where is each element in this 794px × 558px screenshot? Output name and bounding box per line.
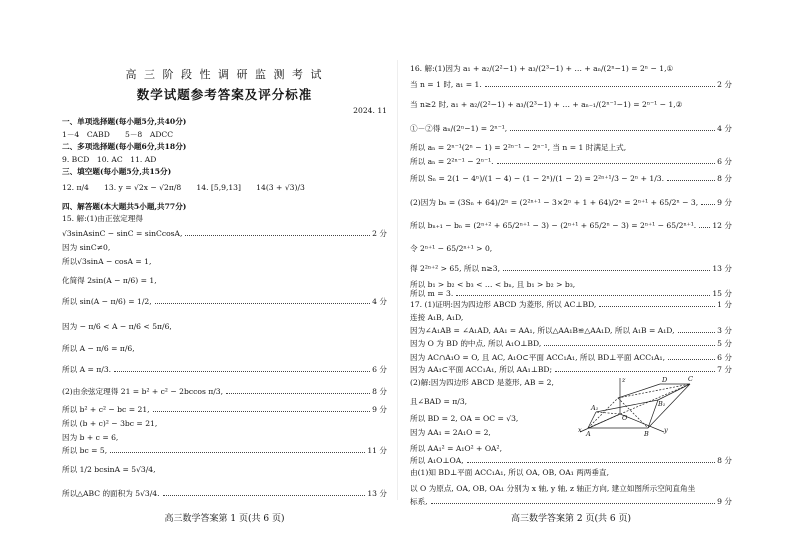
line-text: 所以 1/2 bcsinA = 5√3/4, — [62, 465, 156, 474]
right-answer-line — [410, 339, 732, 349]
dot-leader — [510, 130, 715, 131]
line-text: ①－②得 aₙ/(2ⁿ−1) = 2ⁿ⁻¹, — [410, 124, 508, 133]
line-text: 所以 sin(A − π/6) = 1/2, — [62, 297, 152, 306]
dot-leader — [485, 86, 715, 87]
score-mark: 12 分 — [712, 221, 732, 230]
score-mark: 8 分 — [717, 174, 732, 183]
figure-label: z — [622, 376, 626, 384]
line-text: 所以 AA₁² = A₁O² + OA², — [410, 444, 503, 453]
line-text: 以 O 为原点, OA, OB, OA₁ 分别为 x 轴, y 轴, z 轴正方向, 建立如图所示空间直角坐 — [410, 484, 696, 493]
line-text: 所以 Sₙ = 2(1 − 4ⁿ)/(1 − 4) − (1 − 2ⁿ)/(1 − 2) = 2²ⁿ⁺¹/3 − 2ⁿ + 1/3. — [410, 174, 665, 183]
figure-label: O — [622, 414, 628, 422]
dot-leader — [701, 204, 715, 205]
dot-leader — [544, 345, 715, 346]
right-answer-line — [410, 174, 732, 184]
left-answer-line — [62, 167, 387, 177]
left-answer-line — [62, 117, 387, 127]
right-answer-line — [410, 326, 732, 336]
dot-leader — [153, 411, 371, 412]
line-text: 一、单项选择题(每小题5分,共40分) — [62, 117, 187, 126]
score-mark: 1 分 — [717, 300, 732, 309]
line-text: 标系, — [410, 497, 428, 506]
left-answer-line — [62, 155, 387, 165]
score-mark: 5 分 — [717, 339, 732, 348]
left-answer-line — [62, 229, 387, 239]
line-text: 因为 AC∩A₁O = O, 且 AC, A₁O⊂平面 ACC₁A₁, 所以 BD⊥平面 ACC₁A₁, — [410, 353, 665, 362]
score-mark: 15 分 — [712, 289, 732, 298]
line-text: (2)由余弦定理得 21 = b² + c² − 2bccos π/3, — [62, 387, 224, 396]
figure-label: B₁ — [658, 400, 666, 408]
figure-label: x — [578, 426, 582, 434]
right-page-footer: 高三数学答案第 2 页(共 6 页) — [511, 514, 631, 524]
right-answer-line — [410, 353, 732, 363]
score-mark: 13 分 — [712, 264, 732, 273]
score-mark: 6 分 — [372, 365, 387, 374]
right-answer-line — [410, 221, 732, 231]
score-mark: 9 分 — [717, 198, 732, 207]
left-answer-line — [62, 419, 387, 429]
line-text: 所以 aₙ = 2²ⁿ⁻¹ − 2ⁿ⁻¹. — [410, 157, 494, 166]
score-mark: 13 分 — [367, 489, 387, 498]
exam-title: 高 三 阶 段 性 调 研 监 测 考 试 — [125, 68, 324, 81]
left-answer-line — [62, 142, 387, 152]
dot-leader — [431, 503, 716, 504]
line-text: 得 2²ⁿ⁺² > 65, 所以 n≥3, — [410, 264, 501, 273]
left-answer-line — [62, 202, 387, 212]
score-mark: 2 分 — [372, 229, 387, 238]
figure-label: D — [662, 376, 668, 384]
left-answer-line — [62, 243, 387, 253]
right-answer-line — [410, 244, 732, 254]
dot-leader — [456, 295, 710, 296]
line-text: 所以 A₁O⊥OA, — [410, 456, 464, 465]
score-mark: 6 分 — [717, 157, 732, 166]
line-text: 16. 解:(1)因为 a₁ + a₂/(2²−1) + a₃/(2³−1) + … + aₙ/(2ⁿ−1) = 2ⁿ − 1,① — [410, 64, 674, 73]
line-text: 当 n≥2 时, a₁ + a₂/(2²−1) + a₃/(2³−1) + … + aₙ₋₁/(2ⁿ⁻¹−1) = 2ⁿ⁻¹ − 1,② — [410, 100, 683, 109]
line-text: 化简得 2sin(A − π/6) = 1, — [62, 276, 157, 285]
line-text: 所以√3sinA − cosA = 1, — [62, 257, 152, 266]
left-answer-line — [62, 183, 387, 193]
line-text: 因为 O 为 BD 的中点, 所以 A₁O⊥BD, — [410, 339, 542, 348]
line-text: 9. BCD 10. AC 11. AD — [62, 155, 157, 164]
line-text: √3sinAsinC − sinC = sinCcosA, — [62, 229, 183, 238]
dot-leader — [226, 393, 370, 394]
right-answer-line — [410, 484, 732, 494]
right-answer-line — [410, 444, 732, 454]
score-mark: 8 分 — [717, 456, 732, 465]
dot-leader — [699, 227, 710, 228]
left-answer-line — [62, 365, 387, 375]
left-answer-line — [62, 387, 387, 397]
exam-date: 2024. 11 — [353, 106, 387, 115]
left-answer-line — [62, 344, 387, 354]
dot-leader — [668, 359, 715, 360]
line-text: 二、多项选择题(每小题6分,共18分) — [62, 142, 187, 151]
right-answer-line — [410, 80, 732, 90]
right-answer-line — [410, 456, 732, 466]
line-text: 所以 aₙ = 2ⁿ⁻¹(2ⁿ − 1) = 2²ⁿ⁻¹ − 2ⁿ⁻¹, 当 n = 1 时满足上式, — [410, 143, 627, 152]
left-page-footer: 高三数学答案第 1 页(共 6 页) — [164, 514, 285, 524]
right-answer-line — [410, 264, 732, 274]
line-text: 因为 b + c = 6, — [62, 433, 119, 442]
dot-leader — [497, 163, 716, 164]
score-mark: 4 分 — [717, 124, 732, 133]
right-answer-line — [410, 378, 732, 388]
right-answer-line — [410, 414, 732, 424]
figure-label: A₁ — [591, 404, 599, 412]
left-answer-line — [62, 446, 387, 456]
dot-leader — [667, 180, 715, 181]
right-answer-line — [410, 100, 732, 110]
line-text: 因为 AA₁ = 2A₁O = 2, — [410, 428, 491, 437]
score-mark: 4 分 — [372, 297, 387, 306]
line-text: 17. (1)证明:因为四边形 ABCD 为菱形, 所以 AC⊥BD, — [410, 300, 597, 309]
left-answer-line — [62, 214, 387, 224]
score-mark: 11 分 — [367, 446, 387, 455]
line-text: 当 n = 1 时, a₁ = 1. — [410, 80, 482, 89]
page-gutter — [397, 60, 398, 500]
left-answer-line — [62, 433, 387, 443]
line-text: 三、填空题(每小题5分,共15分) — [62, 167, 172, 176]
score-mark: 6 分 — [717, 353, 732, 362]
line-text: 所以 bc = 5, — [62, 446, 108, 455]
score-mark: 9 分 — [372, 405, 387, 414]
right-answer-line — [410, 497, 732, 507]
right-answer-line — [410, 64, 732, 74]
line-text: 所以 b₁ > b₂ < b₃ < … < bₙ, 且 b₁ > b₂ > b₃, — [410, 280, 576, 289]
figure-label: B — [644, 430, 649, 438]
right-page — [410, 0, 732, 558]
dot-leader — [163, 495, 366, 496]
right-answer-line — [410, 313, 732, 323]
line-text: (2)解:因为四边形 ABCD 是菱形, AB = 2, — [410, 378, 554, 387]
line-text: 因为 sinC≠0, — [62, 243, 111, 252]
line-text: 由(1)知 BD⊥平面 ACC₁A₁, 所以 OA, OB, OA₁ 两两垂直, — [410, 468, 610, 477]
right-answer-line — [410, 300, 732, 310]
dot-leader — [555, 371, 715, 372]
right-answer-line — [410, 428, 732, 438]
dot-leader — [599, 306, 715, 307]
score-mark: 3 分 — [717, 326, 732, 335]
document-title: 数学试题参考答案及评分标准 — [136, 87, 313, 102]
figure-label: y — [664, 426, 668, 434]
right-answer-line — [410, 157, 732, 167]
left-answer-line — [62, 276, 387, 286]
line-text: 所以 A = π/3. — [62, 365, 112, 374]
line-text: 12. π/4 13. y = √2x − √2π/8 14. [5,9,13] 14(3 + √3)/3 — [62, 183, 305, 192]
line-text: 1－4 CABD 5－8 ADCC — [62, 130, 174, 139]
dot-leader — [467, 462, 716, 463]
dot-leader — [678, 332, 716, 333]
line-text: (2)因为 bₙ = (3Sₙ + 64)/2ⁿ = (2²ⁿ⁺¹ − 3×2ⁿ + 1 + 64)/2ⁿ = 2ⁿ⁺¹ + 65/2ⁿ − 3, — [410, 198, 699, 207]
line-text: 因为 AA₁⊂平面 ACC₁A₁, 所以 AA₁⊥BD; — [410, 365, 553, 374]
dot-leader — [503, 270, 710, 271]
line-text: 所以 m = 3. — [410, 289, 454, 298]
left-answer-line — [62, 489, 387, 499]
line-text: 所以 A − π/6 = π/6, — [62, 344, 135, 353]
dot-leader — [110, 452, 365, 453]
line-text: 所以 bₙ₊₁ − bₙ = (2ⁿ⁺² + 65/2ⁿ⁺¹ − 3) − (2ⁿ⁺¹ + 65/2ⁿ − 3) = 2ⁿ⁺¹ − 65/2ⁿ⁺¹. — [410, 221, 697, 230]
dot-leader — [155, 303, 371, 304]
line-text: 15. 解:(1)由正弦定理得 — [62, 214, 143, 223]
line-text: 所以 b² + c² − bc = 21, — [62, 405, 150, 414]
right-answer-line — [410, 198, 732, 208]
right-answer-line — [410, 143, 732, 153]
left-answer-line — [62, 257, 387, 267]
line-text: 所以△ABC 的面积为 5√3/4. — [62, 489, 160, 498]
left-answer-line — [62, 465, 387, 475]
figure-label: C — [688, 376, 693, 383]
line-text: 因为 − π/6 < A − π/6 < 5π/6, — [62, 322, 172, 331]
right-answer-line — [410, 397, 732, 407]
right-answer-line — [410, 365, 732, 375]
left-answer-line — [62, 130, 387, 140]
left-answer-line — [62, 322, 387, 332]
right-answer-line — [410, 124, 732, 134]
line-text: 四、解答题(本大题共5小题,共77分) — [62, 202, 187, 211]
right-answer-line — [410, 289, 732, 299]
line-text: 因为∠A₁AB = ∠A₁AD, AA₁ = AA₁, 所以△AA₁B≌△AA₁D, 所以 A₁B = A₁D, — [410, 326, 675, 335]
left-answer-line — [62, 297, 387, 307]
left-page — [62, 0, 387, 558]
score-mark: 8 分 — [372, 387, 387, 396]
dot-leader — [114, 371, 370, 372]
score-mark: 2 分 — [717, 80, 732, 89]
line-text: 所以 (b + c)² − 3bc = 21, — [62, 419, 158, 428]
score-mark: 9 分 — [717, 497, 732, 506]
line-text: 所以 BD = 2, OA = OC = √3, — [410, 414, 519, 423]
right-answer-line — [410, 468, 732, 478]
figure-label: A — [586, 430, 591, 438]
dot-leader — [185, 235, 370, 236]
score-mark: 7 分 — [717, 365, 732, 374]
left-answer-line — [62, 405, 387, 415]
line-text: 连接 A₁B, A₁D, — [410, 313, 464, 322]
line-text: 令 2ⁿ⁺¹ − 65/2ⁿ⁺¹ > 0, — [410, 244, 493, 253]
line-text: 且∠BAD = π/3, — [410, 397, 468, 406]
